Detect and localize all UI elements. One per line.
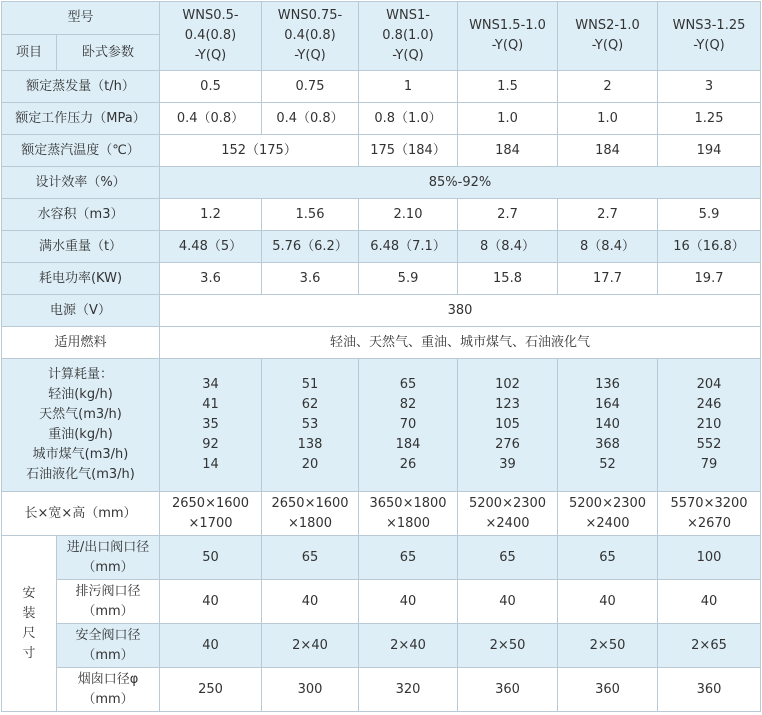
cell: 320 (359, 668, 458, 712)
row-label: 额定蒸汽温度（℃） (2, 135, 160, 167)
cell: 1.2 (160, 199, 262, 231)
table-row (2, 263, 761, 295)
cell: 250 (160, 668, 262, 712)
row-label: 耗电功率(KW) (2, 263, 160, 295)
cell: 1.56 (262, 199, 359, 231)
cell: 3.6 (262, 263, 359, 295)
cell: 0.5 (160, 71, 262, 103)
model-2: WNS0.75- 0.4(0.8) -Y(Q) (262, 2, 359, 71)
cell: 0.4（0.8） (262, 103, 359, 135)
cell: 175（184） (359, 135, 458, 167)
merged-cell: 85%-92% (160, 167, 761, 199)
table-row (2, 103, 761, 135)
cell: 360 (458, 668, 558, 712)
row-label: 水容积（m3） (2, 199, 160, 231)
row-label: 电源（V） (2, 295, 160, 327)
install-group-label: 安 装 尺 寸 (2, 536, 57, 712)
table-row (2, 327, 761, 359)
cell: 2×50 (458, 624, 558, 668)
cell: 8（8.4） (558, 231, 658, 263)
row-label: 安全阀口径 （mm） (57, 624, 160, 668)
row-label: 排污阀口径 （mm） (57, 580, 160, 624)
table-row (2, 536, 761, 580)
cell: 204 246 210 552 79 (658, 359, 761, 492)
row-label: 满水重量（t） (2, 231, 160, 263)
cell: 184 (558, 135, 658, 167)
cell: 5200×2300 ×2400 (558, 492, 658, 536)
cell: 184 (458, 135, 558, 167)
cell: 1 (359, 71, 458, 103)
cell: 65 (359, 536, 458, 580)
row-label: 适用燃料 (2, 327, 160, 359)
merged-cell: 152（175） (160, 135, 359, 167)
cell: 0.4（0.8） (160, 103, 262, 135)
cell: 2×40 (262, 624, 359, 668)
cell: 136 164 140 368 52 (558, 359, 658, 492)
cell: 50 (160, 536, 262, 580)
table-row (2, 295, 761, 327)
table-row (2, 492, 761, 536)
cell: 19.7 (658, 263, 761, 295)
cell: 360 (658, 668, 761, 712)
cell: 15.8 (458, 263, 558, 295)
cell: 16（16.8） (658, 231, 761, 263)
cell: 51 62 53 138 20 (262, 359, 359, 492)
cell: 6.48（7.1） (359, 231, 458, 263)
model-1: WNS0.5- 0.4(0.8) -Y(Q) (160, 2, 262, 71)
table-row (2, 231, 761, 263)
cell: 34 41 35 92 14 (160, 359, 262, 492)
model-6: WNS3-1.25 -Y(Q) (658, 2, 761, 71)
cell: 360 (558, 668, 658, 712)
model-4: WNS1.5-1.0 -Y(Q) (458, 2, 558, 71)
cell: 5.76（6.2） (262, 231, 359, 263)
cell: 3.6 (160, 263, 262, 295)
cell: 3650×1800 ×1800 (359, 492, 458, 536)
table-row (2, 135, 761, 167)
cell: 2×40 (359, 624, 458, 668)
cell: 300 (262, 668, 359, 712)
model-3: WNS1-0.8(1.0) -Y(Q) (359, 2, 458, 71)
cell: 1.5 (458, 71, 558, 103)
table-row (2, 580, 761, 624)
cell: 2×50 (558, 624, 658, 668)
row-label: 额定蒸发量（t/h） (2, 71, 160, 103)
model-label: 型号 (2, 2, 160, 35)
merged-cell: 380 (160, 295, 761, 327)
table-row (2, 199, 761, 231)
cell: 1.0 (458, 103, 558, 135)
row-label: 烟囱口径φ （mm） (57, 668, 160, 712)
cell: 2 (558, 71, 658, 103)
cell: 2650×1600 ×1800 (262, 492, 359, 536)
row-label: 计算耗量： 轻油(kg/h) 天然气(m3/h) 重油(kg/h) 城市煤气(m3/h) 石油液化气(m3/h) (2, 359, 160, 492)
cell: 2650×1600 ×1700 (160, 492, 262, 536)
table-row (2, 167, 761, 199)
cell: 3 (658, 71, 761, 103)
cell: 2.7 (458, 199, 558, 231)
row-label: 进/出口阀口径 （mm） (57, 536, 160, 580)
table-row (2, 668, 761, 712)
cell: 5.9 (359, 263, 458, 295)
cell: 40 (160, 624, 262, 668)
cell: 40 (160, 580, 262, 624)
table-row (2, 624, 761, 668)
row-label: 设计效率（%） (2, 167, 160, 199)
cell: 102 123 105 276 39 (458, 359, 558, 492)
cell: 5570×3200 ×2670 (658, 492, 761, 536)
cell: 1.25 (658, 103, 761, 135)
cell: 40 (458, 580, 558, 624)
cell: 40 (359, 580, 458, 624)
row-label: 长×宽×高（mm） (2, 492, 160, 536)
cell: 100 (658, 536, 761, 580)
param-label: 卧式参数 (57, 35, 160, 71)
model-5: WNS2-1.0 -Y(Q) (558, 2, 658, 71)
cell: 0.8（1.0） (359, 103, 458, 135)
cell: 65 82 70 184 26 (359, 359, 458, 492)
item-label: 项目 (2, 35, 57, 71)
cell: 8（8.4） (458, 231, 558, 263)
row-label: 额定工作压力（MPa） (2, 103, 160, 135)
table-row (2, 71, 761, 103)
cell: 65 (458, 536, 558, 580)
cell: 5200×2300 ×2400 (458, 492, 558, 536)
boiler-spec-table (1, 1, 761, 712)
cell: 1.0 (558, 103, 658, 135)
cell: 40 (658, 580, 761, 624)
merged-cell: 轻油、天然气、重油、城市煤气、石油液化气 (160, 327, 761, 359)
cell: 194 (658, 135, 761, 167)
cell: 5.9 (658, 199, 761, 231)
cell: 17.7 (558, 263, 658, 295)
cell: 4.48（5） (160, 231, 262, 263)
cell: 40 (262, 580, 359, 624)
cell: 2.10 (359, 199, 458, 231)
cell: 0.75 (262, 71, 359, 103)
cell: 65 (558, 536, 658, 580)
cell: 2.7 (558, 199, 658, 231)
cell: 2×65 (658, 624, 761, 668)
cell: 65 (262, 536, 359, 580)
table-row (2, 359, 761, 492)
cell: 40 (558, 580, 658, 624)
